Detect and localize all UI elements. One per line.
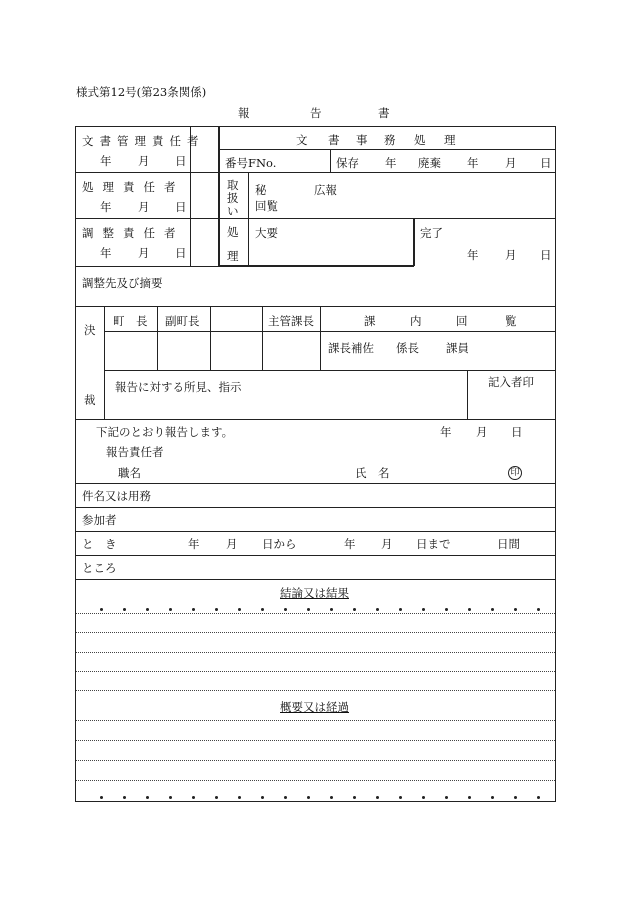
- pr-label: 広報: [314, 183, 337, 197]
- doc-manager-label: 文書管理責任者: [82, 134, 205, 148]
- processor-label: 処理責任者: [82, 180, 185, 194]
- divider: [413, 218, 415, 266]
- report-responsible-label: 報告責任者: [106, 445, 164, 459]
- recorder-seal-label: 記入者印: [488, 375, 534, 389]
- divider: [104, 331, 556, 332]
- participants-label: 参加者: [82, 513, 117, 527]
- section-circ-2: 内: [410, 314, 422, 328]
- completed-label: 完了: [420, 226, 443, 240]
- when-label: と き: [82, 537, 117, 551]
- conclusion-heading: 結論又は結果: [280, 586, 349, 600]
- processor-month: 月: [138, 200, 150, 214]
- divider: [218, 149, 556, 150]
- disposal-label: 廃棄: [418, 156, 441, 170]
- divider: [262, 306, 263, 370]
- from-month: 月: [226, 537, 238, 551]
- section-circ-3: 回: [456, 314, 468, 328]
- divider: [75, 507, 556, 508]
- handling-char-1: 取: [227, 178, 239, 192]
- title-char-1: 報: [238, 106, 250, 120]
- divider: [104, 370, 556, 371]
- doc-manager-year: 年: [100, 154, 112, 168]
- title-char-2: 告: [310, 106, 322, 120]
- disposal-day: 日: [540, 156, 552, 170]
- divider: [75, 555, 556, 556]
- chief-header: 主管課長: [268, 314, 314, 328]
- to-month: 月: [381, 537, 393, 551]
- office-header-5: 処: [414, 133, 426, 147]
- coordinator-label: 調整責任者: [82, 226, 185, 240]
- writing-line: [76, 632, 555, 633]
- seal-icon: 印: [508, 466, 522, 480]
- retention-label: 保存: [336, 156, 359, 170]
- outline-heading: 概要又は経過: [280, 700, 349, 714]
- section-circ-4: 覧: [505, 314, 517, 328]
- circulation-label: 回覧: [255, 199, 278, 213]
- opinion-label: 報告に対する所見、指示: [115, 380, 242, 394]
- coordinator-month: 月: [138, 246, 150, 260]
- disposal-month: 月: [505, 156, 517, 170]
- writing-line: [76, 780, 555, 781]
- coordinator-year: 年: [100, 246, 112, 260]
- divider: [218, 265, 414, 267]
- report-day: 日: [511, 425, 523, 439]
- handling-char-3: い: [227, 204, 239, 218]
- coordinator-day: 日: [175, 246, 187, 260]
- dot-guide-row: [100, 796, 540, 799]
- section-circ-1: 課: [364, 314, 376, 328]
- report-year: 年: [440, 425, 452, 439]
- file-number-label: 番号FNo.: [225, 156, 277, 170]
- mayor-header: 町 長: [113, 314, 148, 328]
- divider: [218, 126, 220, 266]
- assistant-chief-label: 課長補佐: [328, 341, 374, 355]
- deputy-mayor-header: 副町長: [165, 314, 200, 328]
- summary-label: 大要: [255, 226, 278, 240]
- writing-line: [76, 671, 555, 672]
- dot-guide-row: [100, 608, 540, 611]
- processor-year: 年: [100, 200, 112, 214]
- completed-day: 日: [540, 248, 552, 262]
- completed-year: 年: [467, 248, 479, 262]
- from-day: 日から: [262, 537, 297, 551]
- days-label: 日間: [497, 537, 520, 551]
- report-statement: 下記のとおり報告します。: [96, 425, 234, 439]
- approval-char-bottom: 裁: [84, 393, 96, 407]
- subject-label: 件名又は用務: [82, 489, 151, 503]
- office-header-3: 事: [356, 133, 368, 147]
- place-label: ところ: [82, 561, 117, 575]
- staff-label: 課員: [446, 341, 469, 355]
- coord-summary-label: 調整先及び摘要: [82, 276, 163, 290]
- writing-line: [76, 690, 555, 691]
- to-day: 日まで: [416, 537, 451, 551]
- seal-mark: [508, 464, 522, 480]
- divider: [75, 218, 556, 219]
- from-year: 年: [188, 537, 200, 551]
- form-number: 様式第12号(第23条関係): [76, 85, 207, 99]
- divider: [467, 370, 468, 419]
- divider: [75, 419, 556, 420]
- divider: [210, 306, 211, 370]
- divider: [75, 531, 556, 532]
- writing-line: [76, 613, 555, 614]
- title-char-3: 書: [378, 106, 390, 120]
- retention-year: 年: [385, 156, 397, 170]
- office-header-2: 書: [328, 133, 340, 147]
- completed-month: 月: [505, 248, 517, 262]
- processing-char-1: 処: [227, 225, 239, 239]
- writing-line: [76, 652, 555, 653]
- divider: [320, 306, 321, 370]
- doc-manager-day: 日: [175, 154, 187, 168]
- divider: [75, 266, 218, 267]
- writing-line: [76, 740, 555, 741]
- divider: [104, 306, 105, 419]
- divider: [75, 483, 556, 484]
- processor-day: 日: [175, 200, 187, 214]
- divider: [75, 579, 556, 580]
- to-year: 年: [344, 537, 356, 551]
- divider: [248, 172, 249, 266]
- report-month: 月: [476, 425, 488, 439]
- divider: [330, 149, 331, 172]
- divider: [75, 306, 556, 307]
- disposal-year: 年: [467, 156, 479, 170]
- subsection-chief-label: 係長: [396, 341, 419, 355]
- approval-char-top: 決: [84, 323, 96, 337]
- writing-line: [76, 760, 555, 761]
- handling-char-2: 扱: [227, 191, 239, 205]
- office-header-4: 務: [384, 133, 396, 147]
- processing-char-2: 理: [227, 249, 239, 263]
- writing-line: [76, 720, 555, 721]
- secret-label: 秘: [255, 183, 267, 197]
- office-header-1: 文: [296, 133, 308, 147]
- doc-manager-month: 月: [138, 154, 150, 168]
- office-header-6: 理: [444, 133, 456, 147]
- name-label: 氏 名: [355, 466, 390, 480]
- divider: [75, 172, 556, 173]
- divider: [157, 306, 158, 370]
- position-label: 職名: [118, 466, 141, 480]
